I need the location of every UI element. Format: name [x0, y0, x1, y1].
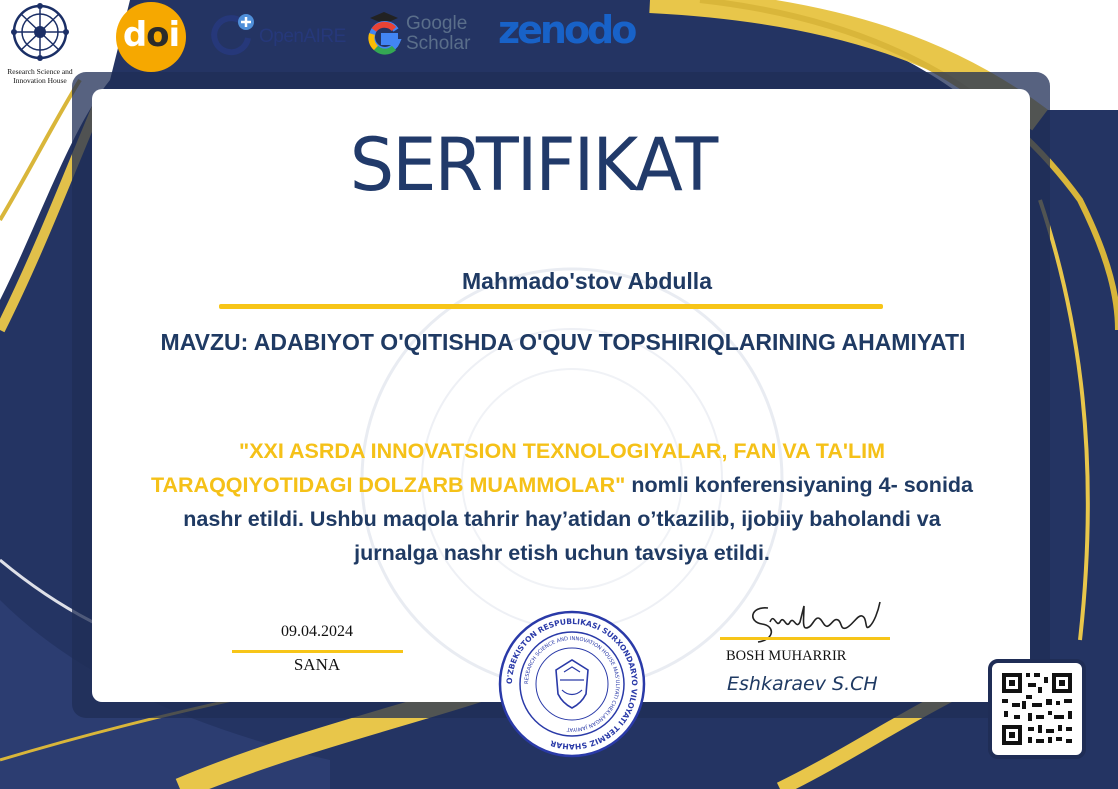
article-topic: MAVZU: ADABIYOT O'QITISHDA O'QUV TOPSHIRIQLARINING AHAMIYATI: [160, 329, 966, 355]
date-underline: [232, 650, 403, 653]
conference-name: "XXI ASRDA INNOVATSION TEXNOLOGIYALAR, FAN VA TA'LIM TARAQQIYOTIDAGI DOLZARB MUAMMOLAR": [150, 439, 885, 497]
research-house-emblem-icon: [9, 2, 71, 62]
certificate-body-text: nomli konferensiyaning 4- sonida nashr etildi. Ushbu maqola tahrir hay’atidan o’tkazilib, ijobiiy baholandi va jurnalga nashr etish uchun tavsiya etildi.: [183, 473, 974, 565]
doi-logo-text: doi: [122, 15, 180, 55]
scholar-text: Scholar: [406, 33, 471, 54]
recipient-name: Mahmado'stov Abdulla: [462, 268, 712, 294]
research-house-logo: [4, 2, 76, 85]
signature-underline: [720, 637, 890, 640]
partner-logos-bar: [0, 0, 1118, 85]
openaire-ring-icon: [210, 12, 258, 58]
google-scholar-text: [406, 14, 470, 54]
research-house-label-2: Innovation House: [13, 76, 67, 85]
qr-code-icon[interactable]: [988, 659, 1086, 759]
doi-logo: [116, 2, 186, 72]
stamp-inner-text: RESEARCH SCIENCE AND INNOVATION HOUSE MAS'ULIYATI CHEKLANGAN JAMIYAT: [523, 635, 621, 733]
zenodo-logo: zenodo: [498, 8, 635, 52]
stamp-outer-text: O'ZBEKISTON RESPUBLIKASI SURXONDARYO VILOYATI TERMIZ SHAHAR: [504, 616, 640, 752]
date-label: SANA: [293, 655, 341, 674]
issue-date: 09.04.2024: [281, 623, 353, 640]
certificate-body: [148, 434, 976, 570]
certificate-title: SERTIFIKAT: [349, 121, 717, 209]
name-underline: [219, 304, 883, 309]
openaire-logo: [210, 12, 355, 58]
editor-name: Eshkaraev S.CH: [727, 673, 878, 695]
openaire-text: OpenAIRE: [259, 26, 346, 47]
google-scholar-icon: [364, 10, 404, 60]
official-stamp: [498, 610, 646, 758]
google-scholar-logo: [364, 10, 484, 60]
editor-role: BOSH MUHARRIR: [726, 648, 847, 664]
research-house-label-1: Research Science and: [7, 67, 73, 76]
google-text: Google: [406, 13, 468, 34]
